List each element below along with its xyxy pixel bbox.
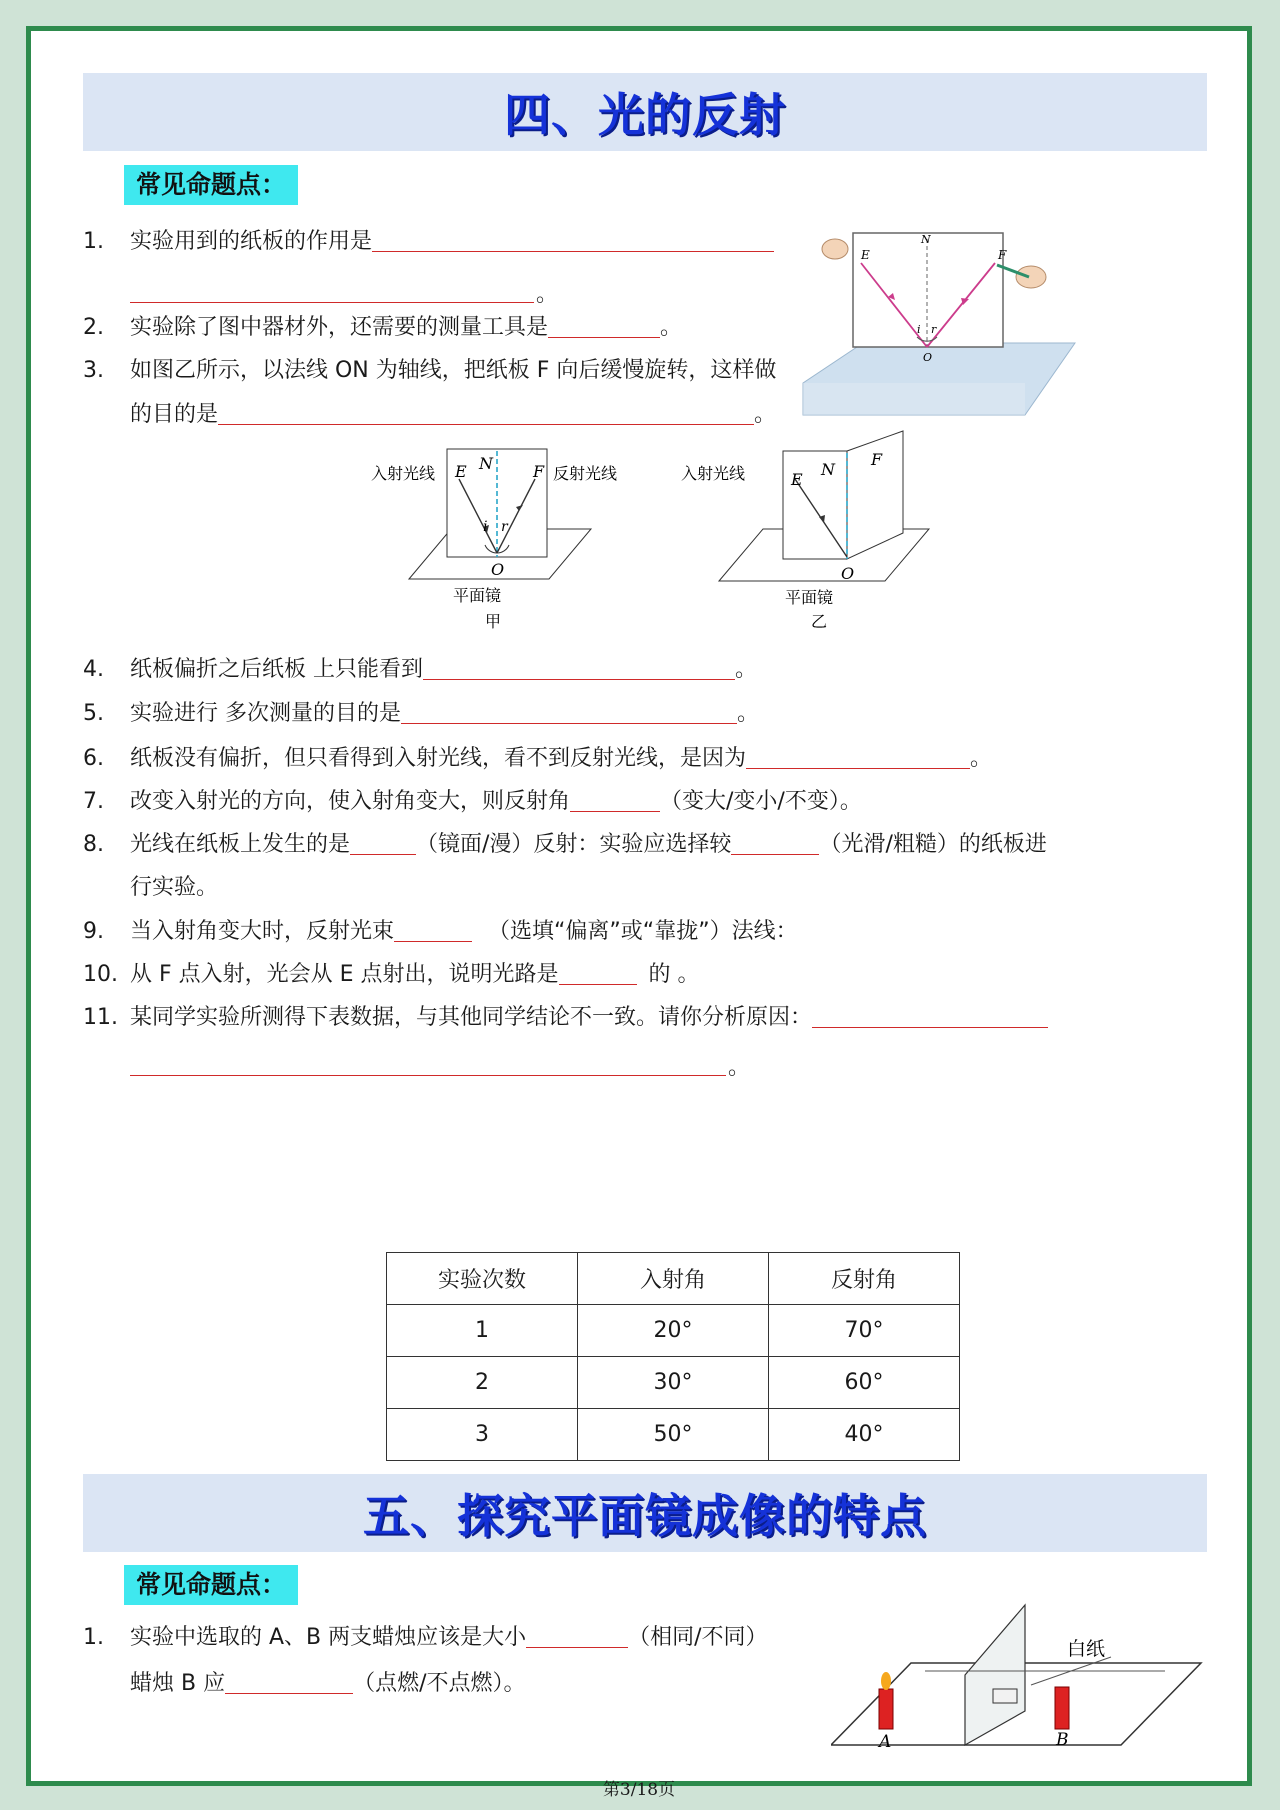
table-cell: 30° — [578, 1357, 769, 1409]
table-header: 反射角 — [769, 1253, 960, 1305]
figure-caption: 乙 — [811, 612, 828, 629]
section-banner-mirror-image — [83, 1474, 1207, 1552]
table-cell: 50° — [578, 1409, 769, 1461]
label-o: O — [841, 564, 855, 583]
table-row — [387, 1409, 960, 1461]
answer-blank[interactable] — [423, 657, 735, 680]
answer-blank[interactable] — [130, 302, 534, 303]
question-end: （选填“偏离”或“靠拢”）法线： — [488, 919, 798, 944]
table-cell: 60° — [769, 1357, 960, 1409]
question-text: 当入射角变大时，反射光束 — [130, 919, 395, 944]
question-end: 。 — [660, 315, 683, 340]
label-candle-b: B — [1056, 1730, 1069, 1750]
label-plane-mirror: 平面镜 — [453, 586, 502, 605]
question-number: 11. — [83, 1005, 118, 1030]
answer-blank[interactable] — [401, 701, 737, 724]
question-3 — [83, 356, 776, 386]
worksheet-page — [26, 26, 1252, 1800]
question-text: 如图乙所示，以法线 ON 为轴线，把纸板 F 向后缓慢旋转，这样做 — [130, 358, 777, 383]
question-2 — [83, 313, 682, 343]
question-5-1 — [83, 1623, 768, 1653]
question-text: （镜面/漫）反射：实验应选择较 — [416, 832, 732, 857]
label-i: i — [917, 323, 921, 336]
label-n: N — [921, 233, 931, 246]
section-title: 五、探究平面镜成像的特点 — [363, 1489, 927, 1543]
table-header-row — [387, 1253, 960, 1305]
label-e: E — [791, 470, 803, 489]
question-text: 纸板偏折之后纸板 上只能看到 — [130, 657, 423, 682]
question-5-1-cont — [130, 1669, 526, 1699]
answer-blank[interactable] — [570, 789, 660, 812]
label-candle-a: A — [879, 1732, 892, 1751]
question-number: 6. — [83, 746, 104, 771]
label-reflected-ray: 反射光线 — [553, 464, 618, 483]
question-number: 5. — [83, 701, 104, 726]
table-header: 入射角 — [578, 1253, 769, 1305]
question-number: 9. — [83, 919, 104, 944]
question-10 — [83, 960, 700, 990]
label-n: N — [821, 460, 835, 479]
question-number: 2. — [83, 315, 104, 340]
section-title: 四、光的反射 — [504, 88, 786, 142]
label-f: F — [533, 462, 545, 481]
answer-blank[interactable] — [559, 962, 637, 985]
figure-yi — [681, 429, 971, 629]
question-text: 光线在纸板上发生的是 — [130, 832, 351, 857]
label-incident-ray: 入射光线 — [371, 464, 436, 483]
question-text: 改变入射光的方向，使入射角变大，则反射角 — [130, 789, 571, 814]
question-text: 某同学实验所测得下表数据，与其他同学结论不一致。请你分析原因： — [130, 1005, 813, 1030]
common-topics-label: 常见命题点： — [124, 1565, 298, 1605]
question-text: 的目的是 — [130, 402, 219, 427]
label-plane-mirror: 平面镜 — [785, 588, 834, 607]
question-number: 7. — [83, 789, 104, 814]
label-r: r — [931, 323, 937, 336]
answer-blank[interactable] — [526, 1625, 628, 1648]
label-e: E — [861, 248, 870, 262]
question-number: 4. — [83, 657, 104, 682]
question-end: （变大/变小/不变）。 — [660, 789, 862, 814]
label-white-paper: 白纸 — [1067, 1638, 1106, 1660]
section-banner-reflection — [83, 73, 1207, 151]
question-end: （点燃/不点燃）。 — [353, 1671, 526, 1696]
answer-blank[interactable] — [746, 746, 970, 769]
question-11 — [83, 1003, 1048, 1033]
question-5 — [83, 699, 759, 729]
table-cell: 1 — [387, 1305, 578, 1357]
label-f: F — [998, 248, 1007, 262]
question-number: 1. — [83, 1625, 104, 1650]
question-number: 8. — [83, 832, 104, 857]
question-number: 3. — [83, 358, 104, 383]
answer-blank[interactable] — [218, 402, 754, 425]
question-end: 。 — [970, 746, 993, 771]
question-end: 。 — [735, 657, 758, 682]
reflection-apparatus-figure — [793, 225, 1079, 443]
question-text: 实验中选取的 A、B 两支蜡烛应该是大小 — [130, 1625, 527, 1650]
table-header: 实验次数 — [387, 1253, 578, 1305]
question-1 — [83, 227, 774, 257]
question-text: 纸板没有偏折，但只看得到入射光线，看不到反射光线，是因为 — [130, 746, 747, 771]
question-end: 。 — [536, 282, 559, 307]
answer-blank[interactable] — [225, 1671, 353, 1694]
table-row — [387, 1305, 960, 1357]
answer-blank[interactable] — [350, 832, 416, 855]
question-4 — [83, 655, 757, 685]
question-6 — [83, 744, 992, 774]
label-n: N — [479, 454, 493, 473]
question-text: 行实验。 — [130, 875, 219, 900]
figure-jia — [371, 429, 661, 629]
label-e: E — [455, 462, 467, 481]
question-end: 的 。 — [648, 962, 700, 987]
question-3-cont — [130, 400, 776, 430]
question-8-cont — [130, 873, 218, 903]
answer-blank[interactable] — [394, 919, 472, 942]
answer-blank[interactable] — [731, 832, 819, 855]
answer-blank[interactable] — [812, 1005, 1048, 1028]
question-text: 实验用到的纸板的作用是 — [130, 229, 373, 254]
question-end: 。 — [754, 402, 777, 427]
experiment-data-table — [386, 1252, 960, 1461]
question-number: 1. — [83, 229, 104, 254]
question-text: 实验除了图中器材外，还需要的测量工具是 — [130, 315, 549, 340]
label-i: i — [483, 519, 488, 535]
question-8 — [83, 830, 1047, 860]
table-cell: 2 — [387, 1357, 578, 1409]
question-end: （相同/不同） — [628, 1625, 768, 1650]
question-text: 蜡烛 B 应 — [130, 1671, 226, 1696]
figure-caption: 甲 — [485, 612, 502, 629]
table-cell: 3 — [387, 1409, 578, 1461]
answer-blank[interactable] — [548, 315, 660, 338]
label-o: O — [491, 560, 505, 579]
table-cell: 40° — [769, 1409, 960, 1461]
question-7 — [83, 787, 862, 817]
question-end: 。 — [728, 1055, 751, 1080]
question-end: 。 — [737, 701, 760, 726]
question-9 — [83, 917, 798, 947]
answer-blank[interactable] — [130, 1075, 726, 1076]
label-r: r — [501, 519, 508, 535]
plane-mirror-experiment-figure — [831, 1571, 1211, 1751]
answer-blank[interactable] — [372, 229, 774, 252]
label-f: F — [871, 450, 883, 469]
question-text: 实验进行 多次测量的目的是 — [130, 701, 401, 726]
label-o: O — [923, 351, 933, 364]
table-row — [387, 1357, 960, 1409]
question-end: （光滑/粗糙）的纸板进 — [819, 832, 1047, 857]
label-incident-ray: 入射光线 — [681, 464, 746, 483]
question-text: 从 F 点入射，光会从 E 点射出，说明光路是 — [130, 962, 559, 987]
table-cell: 70° — [769, 1305, 960, 1357]
table-cell: 20° — [578, 1305, 769, 1357]
question-number: 10. — [83, 962, 118, 987]
page-number: 第3/18页 — [602, 1780, 676, 1800]
common-topics-label: 常见命题点： — [124, 165, 298, 205]
